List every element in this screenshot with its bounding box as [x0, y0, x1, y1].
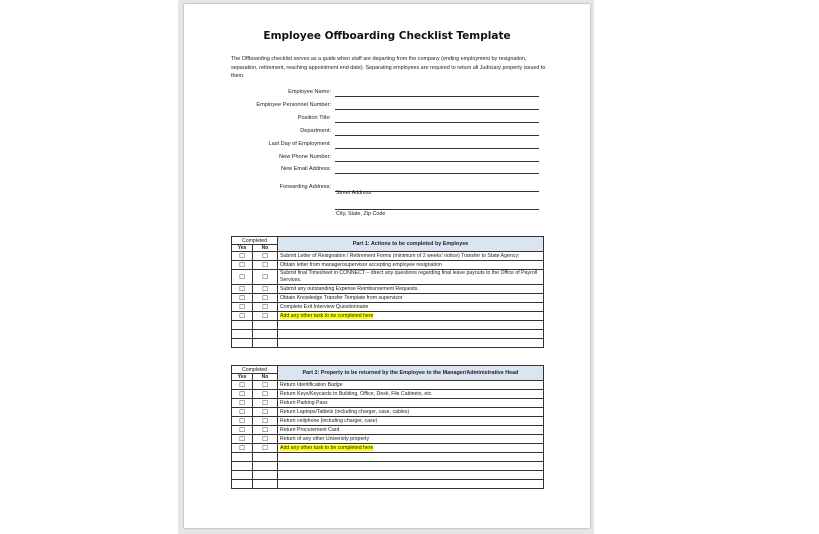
yes-header: Yes: [232, 374, 253, 381]
task-text: Submit final Timesheet in CONNECT – direct any questions regarding final leave payouts to the Office of Payroll Services.: [278, 270, 544, 285]
no-checkbox[interactable]: ☐: [253, 444, 278, 453]
task-text: Obtain Knowledge Transfer Template from supervisor: [278, 294, 544, 303]
field-label: Last Day of Employment:: [268, 141, 331, 147]
table-row: [232, 285, 544, 294]
no-checkbox[interactable]: ☐: [253, 381, 278, 390]
no-checkbox[interactable]: ☐: [253, 390, 278, 399]
input-line[interactable]: [335, 109, 539, 110]
part1-table: [231, 236, 544, 348]
empty-row: [232, 339, 544, 348]
yes-checkbox[interactable]: ☐: [232, 252, 253, 261]
field-personnel-number[interactable]: [184, 102, 590, 112]
no-checkbox[interactable]: ☐: [253, 312, 278, 321]
part2-header: Part 2: Property to be returned by the Employee to the Manager/Administrative Head: [278, 366, 544, 381]
yes-checkbox[interactable]: ☐: [232, 399, 253, 408]
highlighted-task-text: Add any other task to be completed here: [280, 313, 374, 319]
field-position-title[interactable]: [184, 115, 590, 125]
document-page: [184, 4, 590, 528]
no-checkbox[interactable]: ☐: [253, 270, 278, 285]
table-row: [232, 444, 544, 453]
table-row: [232, 261, 544, 270]
city-state-zip-label: City, State, Zip Code: [336, 211, 386, 217]
task-text: Return Identification Badge: [278, 381, 544, 390]
task-text: [278, 312, 544, 321]
yes-checkbox[interactable]: ☐: [232, 417, 253, 426]
intro-paragraph: The Offboarding checklist serves as a guide when staff are departing from the company (ending employment by resignation, separation, retirement, reaching appointment end date). Separating employees are required to return all Judiciary property issued to them.: [231, 56, 546, 80]
task-text: Return Procurement Card: [278, 426, 544, 435]
table-row: [232, 417, 544, 426]
yes-checkbox[interactable]: ☐: [232, 426, 253, 435]
yes-checkbox[interactable]: ☐: [232, 312, 253, 321]
part2-table: [231, 365, 544, 489]
no-checkbox[interactable]: ☐: [253, 408, 278, 417]
field-department[interactable]: [184, 128, 590, 138]
empty-row: [232, 462, 544, 471]
field-label: Employee Name:: [288, 89, 331, 95]
empty-row: [232, 453, 544, 462]
no-checkbox[interactable]: ☐: [253, 261, 278, 270]
task-text: Submit Letter of Resignation / Retirement Forms (minimum of 2 weeks' notice) Transfer to State Agency:: [278, 252, 544, 261]
empty-row: [232, 330, 544, 339]
no-header: No: [253, 245, 278, 252]
yes-checkbox[interactable]: ☐: [232, 390, 253, 399]
no-checkbox[interactable]: ☐: [253, 285, 278, 294]
input-line[interactable]: [335, 96, 539, 97]
yes-checkbox[interactable]: ☐: [232, 270, 253, 285]
task-text: Obtain letter from manager/supervisor accepting employee resignation: [278, 261, 544, 270]
field-label: New Phone Number:: [279, 154, 331, 160]
task-text: Return Laptops/Tablets (including charger, case, cables): [278, 408, 544, 417]
input-line[interactable]: [335, 173, 539, 174]
task-text: Return Parking Pass: [278, 399, 544, 408]
task-text: Complete Exit Interview Questionnaire: [278, 303, 544, 312]
table-row: [232, 252, 544, 261]
completed-header: Completed: [232, 366, 278, 374]
no-checkbox[interactable]: ☐: [253, 426, 278, 435]
input-line[interactable]: [335, 148, 539, 149]
table-row: [232, 399, 544, 408]
no-checkbox[interactable]: ☐: [253, 399, 278, 408]
table-row: [232, 270, 544, 285]
table-row: [232, 390, 544, 399]
field-new-phone[interactable]: [184, 154, 590, 164]
yes-checkbox[interactable]: ☐: [232, 294, 253, 303]
field-label: Employee Personnel Number:: [256, 102, 331, 108]
yes-checkbox[interactable]: ☐: [232, 285, 253, 294]
table-row: [232, 435, 544, 444]
field-forwarding-address[interactable]: [184, 184, 590, 194]
highlighted-task-text: Add any other task to be completed here: [280, 445, 374, 451]
field-new-email[interactable]: [184, 166, 590, 176]
input-line[interactable]: [335, 122, 539, 123]
no-checkbox[interactable]: ☐: [253, 417, 278, 426]
input-line[interactable]: [335, 135, 539, 136]
field-label: Department:: [300, 128, 331, 134]
yes-checkbox[interactable]: ☐: [232, 261, 253, 270]
task-text: Submit any outstanding Expense Reimbursement Requests.: [278, 285, 544, 294]
street-address-label: Street Address: [336, 190, 372, 196]
yes-checkbox[interactable]: ☐: [232, 444, 253, 453]
completed-header: Completed: [232, 237, 278, 245]
yes-checkbox[interactable]: ☐: [232, 435, 253, 444]
table-row: [232, 294, 544, 303]
no-header: No: [253, 374, 278, 381]
task-text: Return cellphone (including charger, case): [278, 417, 544, 426]
field-label: Forwarding Address:: [279, 184, 331, 190]
table-row: [232, 303, 544, 312]
field-label: Position Title:: [297, 115, 331, 121]
empty-row: [232, 471, 544, 480]
yes-header: Yes: [232, 245, 253, 252]
table-row: [232, 381, 544, 390]
no-checkbox[interactable]: ☐: [253, 294, 278, 303]
empty-row: [232, 321, 544, 330]
no-checkbox[interactable]: ☐: [253, 435, 278, 444]
empty-row: [232, 480, 544, 489]
document-title: Employee Offboarding Checklist Template: [263, 30, 511, 42]
part1-header: Part 1: Actions to be completed by Employee: [278, 237, 544, 252]
input-line[interactable]: [335, 161, 539, 162]
field-employee-name[interactable]: [184, 89, 590, 99]
task-text: [278, 444, 544, 453]
task-text: Return Keys/Keycards to Building, Office, Desk, File Cabinets, etc.: [278, 390, 544, 399]
yes-checkbox[interactable]: ☐: [232, 303, 253, 312]
yes-checkbox[interactable]: ☐: [232, 381, 253, 390]
no-checkbox[interactable]: ☐: [253, 303, 278, 312]
field-last-day[interactable]: [184, 141, 590, 151]
yes-checkbox[interactable]: ☐: [232, 408, 253, 417]
table-row: [232, 312, 544, 321]
table-row: [232, 426, 544, 435]
task-text: Return of any other University property: [278, 435, 544, 444]
no-checkbox[interactable]: ☐: [253, 252, 278, 261]
field-label: New Email Address:: [280, 166, 331, 172]
address-line-2[interactable]: [335, 209, 539, 210]
table-row: [232, 408, 544, 417]
